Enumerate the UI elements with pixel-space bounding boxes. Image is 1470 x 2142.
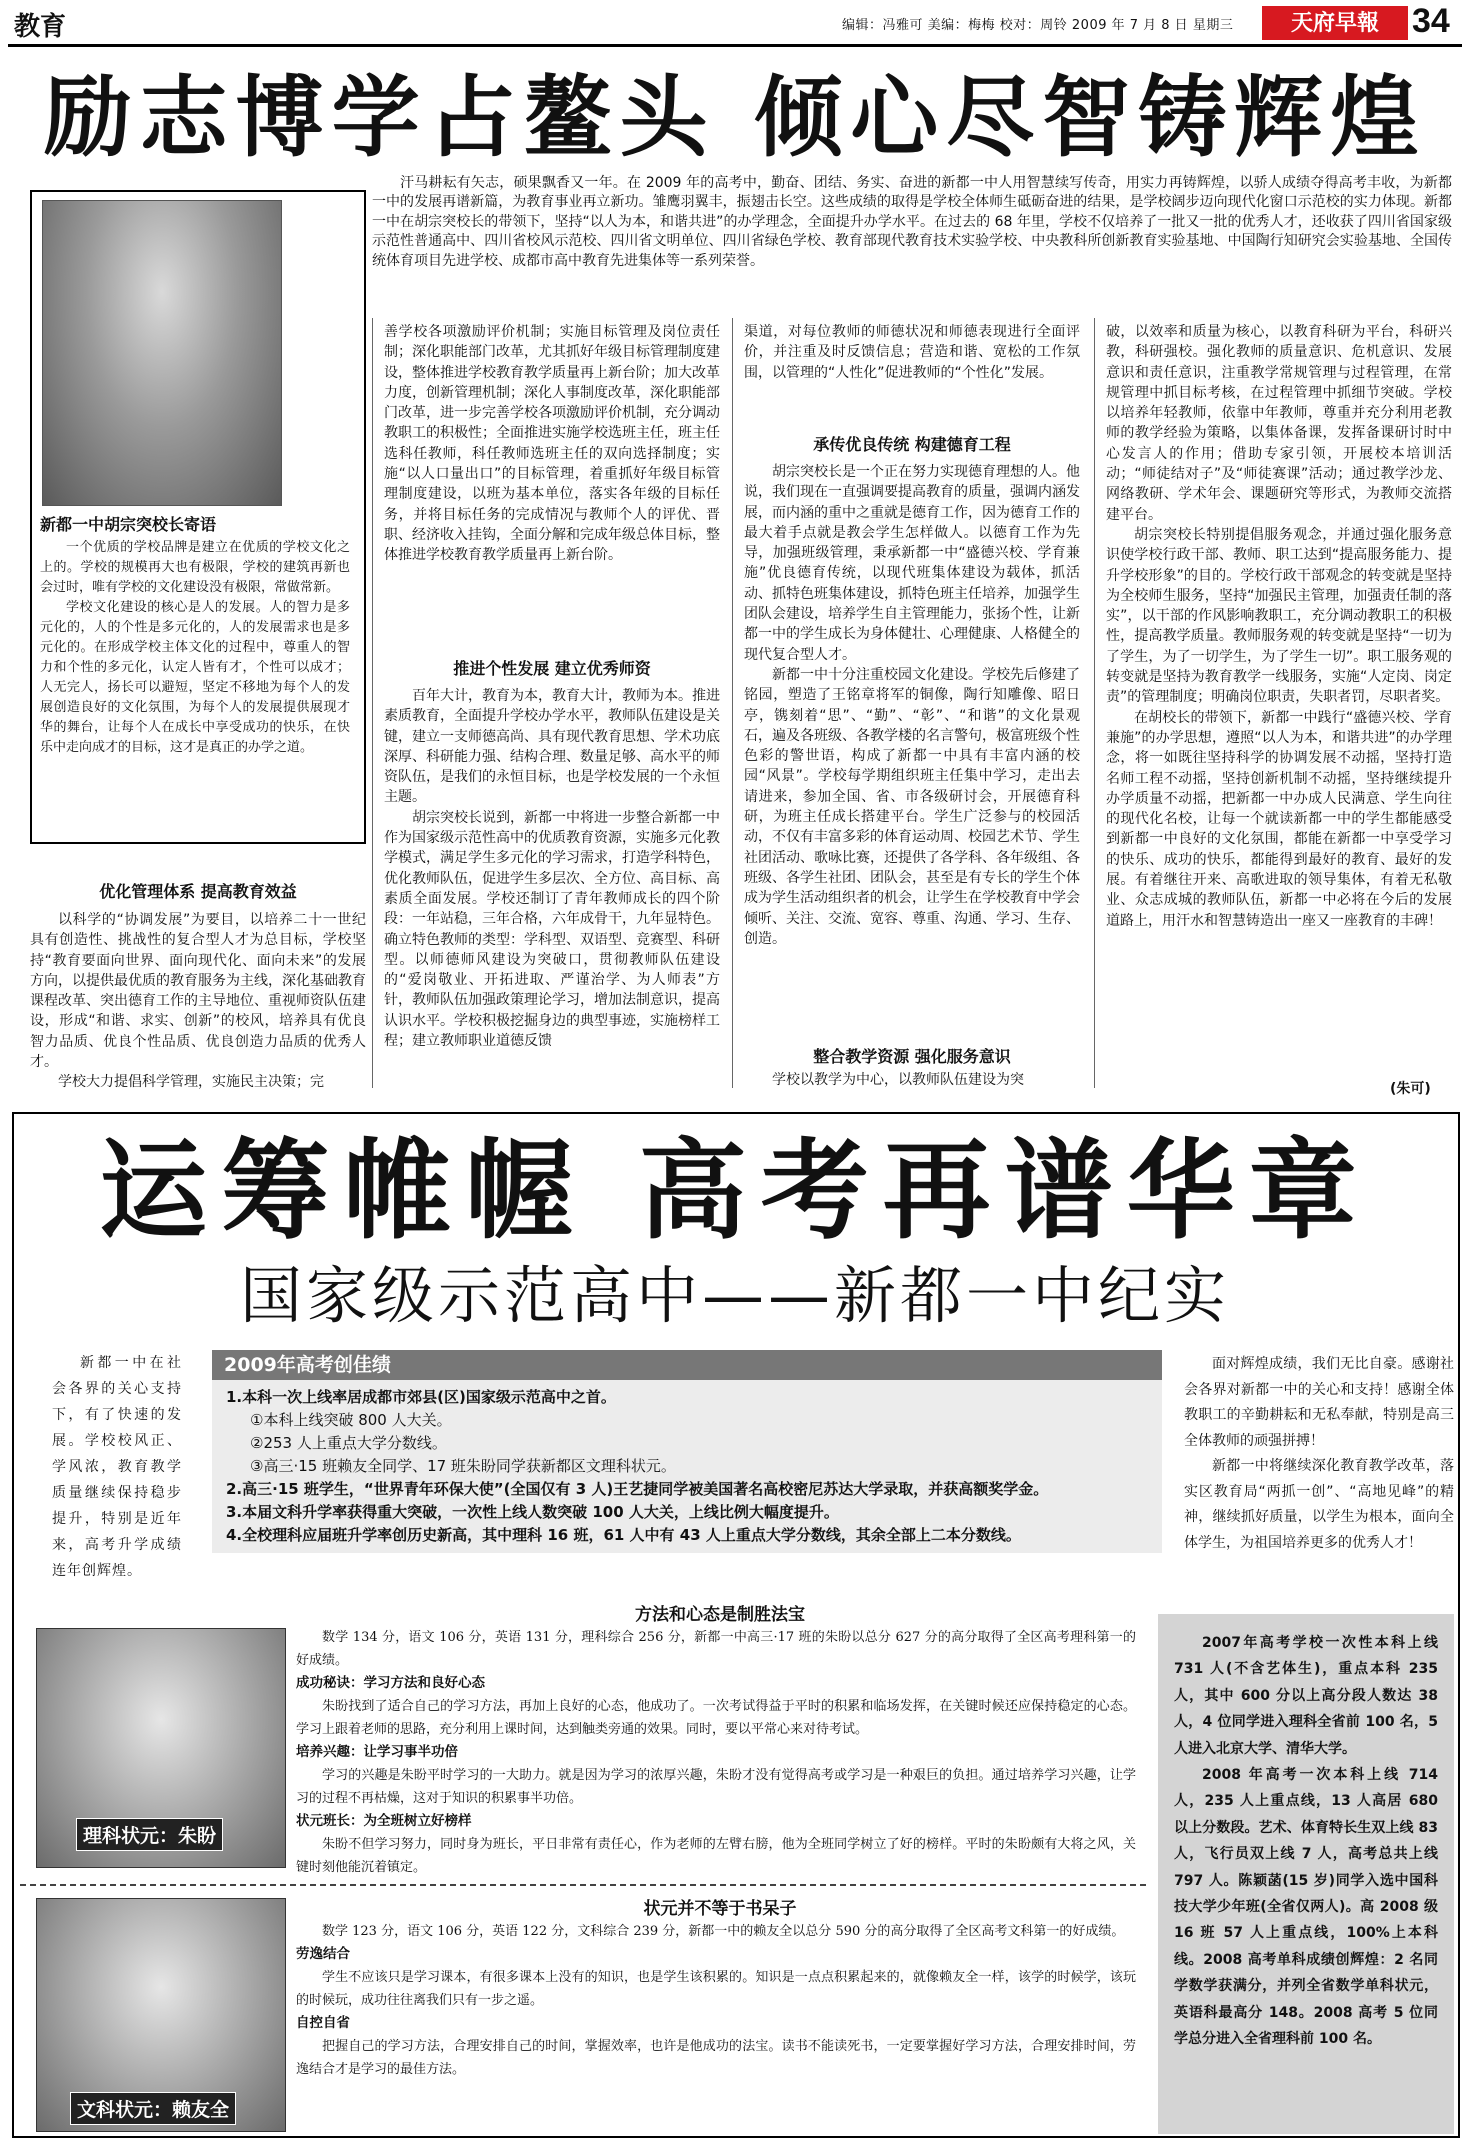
col2-para: 胡宗突校长说到，新都一中将进一步整合新都一中作为国家级示范性高中的优质教育资源，实施多元化教学模式，满足学生多元化的学习需求，打造学科特色，优化教师队伍，促进学生多层次、全方位、高目标、高素质全面发展。学校还制订了青年教师成长的四个阶段：一年站稳，三年合格，六年成骨干，九年显特色。确立特色教师的类型：学科型、双语型、竞赛型、科研型。以师德师风建设为突破口，贯彻教师队伍建设的“爱岗敬业、开拓进取、严谨治学、为人师表”方针，教师队伍加强政策理论学习，增加法制意识，提高认识水平。学校积极挖掘身边的典型事迹，实施榜样工程；建立教师职业道德反馈	[384, 809, 720, 1050]
letter-para: 学校文化建设的核心是人的发展。人的智力是多元化的，人的个性是多元化的，人的发展需求也是多元化的。在形成学校主体文化的过程中，尊重人的智力和个性的多元化，认定人皆有才，个性可以成才；人无完人，扬长可以避短，坚定不移地为每个人的发展创造良好的文化氛围，为每个人的发展提供展现才华的舞台，让每个人在成长中享受成功的快乐，在快乐中走向成才的目标，这才是真正的办学之道。	[40, 600, 350, 755]
col1-body	[30, 910, 366, 1093]
col3-para: 胡宗突校长是一个正在努力实现德育理想的人。他说，我们现在一直强调要提高教育的质量，强调内涵发展，而内涵的重中之重就是德育工作，因为德育工作的最大着手点就是教会学生怎样做人。以德育工作为先导，加强班级管理，秉承新都一中“盛德兴校、学育兼施”优良德育传统，以现代班集体建设为载体，抓活动、抓特色班集体建设，抓特色班主任培养，加强学生团队会建设，培养学生自主管理能力，张扬个性，让新都一中的学生成长为身体健壮、心理健康、人格健全的现代复合型人才。	[744, 464, 1080, 663]
col2-body-b	[384, 686, 720, 1051]
highlight-item: ③高三·15 班赖友全同学、17 班朱盼同学获新都区文理科状元。	[250, 1457, 676, 1475]
col1-subheading: 优化管理体系 提高教育效益	[99, 882, 297, 901]
highlight-item: 1.本科一次上线率居成都市郊县(区)国家级示范高中之首。	[226, 1388, 616, 1406]
feature1-headline: 励志博学占鳌头 倾心尽智铸辉煌	[43, 66, 1427, 169]
student1-text: 朱盼找到了适合自己的学习方法，再加上良好的心态，他成功了。一次考试得益于平时的积累和临场发挥，在关键时候还应保持稳定的心态。学习上跟着老师的思路，充分利用上课时间，达到触类旁通的效果。同时，要以平常心来对待考试。	[296, 1699, 1136, 1737]
section-label: 教育	[14, 12, 67, 42]
right-note-para: 新都一中将继续深化教育教学改革，落实区教育局“两抓一创”、“高地见峰”的精神，继续抓好质量，以学生为根本，面向全体学生，为祖国培养更多的优秀人才！	[1184, 1458, 1454, 1551]
principal-caption: 新都一中胡宗突校长寄语	[40, 515, 217, 534]
col3-body-a: 渠道，对每位教师的师德状况和师德表现进行全面评价，并注重及时反馈信息；营造和谐、宽松的工作氛围，以管理的“人性化”促进教师的“个性化”发展。	[744, 324, 1080, 381]
student1-text: 朱盼不但学习努力，同时身为班长，平日非常有责任心，作为老师的左臂右膀，他为全班同学树立了好的榜样。平时的朱盼颇有大将之风，关键时刻他能沉着镇定。	[296, 1837, 1136, 1875]
student1-label: 成功秘诀：学习方法和良好心态	[296, 1675, 485, 1691]
col3-subheading-1: 承传优良传统 构建德育工程	[813, 435, 1011, 454]
stats-para: 2008 年高考一次本科上线 714 人，235 人上重点线，13 人高居 680 以上分数段。艺术、体育特长生双上线 83 人，飞行员双上线 7 人，高考总共上线 797 人。陈颖菡(15 岁)同学入选中国科技大学少年班(全省仅两人)。高 2008 级 16 班 57 人上重点线，100%上本科线。2008 高考单科成绩创辉煌：2 名同学数学获满分，并列全省数学单科状元，英语科最高分 148。2008 高考 5 位同学总分进入全省理科前 100 名。	[1174, 1767, 1438, 2048]
page-number: 34	[1412, 2, 1450, 40]
byline: (朱可)	[1390, 1081, 1431, 1097]
stats-para: 2007年高考学校一次性本科上线 731 人(不含艺体生)，重点本科 235 人，其中 600 分以上高分段人数达 38 人，4 位同学进入理科全省前 100 名，5 人进入北京大学、清华大学。	[1174, 1635, 1438, 1757]
feature2-headline: 运筹帷幄 高考再谱华章	[99, 1129, 1371, 1254]
student1-caption: 理科状元：朱盼	[76, 1818, 223, 1851]
column-divider	[1094, 318, 1095, 1088]
student1-intro: 数学 134 分，语文 106 分，英语 131 分，理科综合 256 分，新都一中高三·17 班的朱盼以总分 627 分的高分取得了全区高考理科第一的好成绩。	[296, 1630, 1136, 1668]
student2-text: 学生不应该只是学习课本，有很多课本上没有的知识，也是学生该积累的。知识是一点点积累起来的，就像赖友全一样，该学的时候学，该玩的时候玩，成功往往离我们只有一步之遥。	[296, 1970, 1136, 2008]
col4-body	[1106, 322, 1452, 931]
col3-body-c	[744, 1070, 1080, 1090]
right-note-para: 面对辉煌成绩，我们无比自豪。感谢社会各界对新都一中的关心和支持！感谢全体教职工的辛勤耕耘和无私奉献，特别是高三全体教师的顽强拼搏！	[1184, 1356, 1454, 1449]
student1-text: 学习的兴趣是朱盼平时学习的一大助力。就是因为学习的浓厚兴趣，朱盼才没有觉得高考或学习是一种艰巨的负担。通过培养学习兴趣，让学习的过程不再枯燥，这对于知识的积累事半功倍。	[296, 1768, 1136, 1806]
col3-subheading-2: 整合教学资源 强化服务意识	[813, 1047, 1011, 1066]
student1-title: 方法和心态是制胜法宝	[635, 1605, 805, 1625]
student2-label: 劳逸结合	[296, 1946, 350, 1962]
col3-para: 学校以教学为中心，以教师队伍建设为突	[772, 1072, 1024, 1088]
page-meta: 编辑：冯雅可 美编：梅梅 校对：周铃 2009 年 7 月 8 日 星期三	[842, 18, 1234, 33]
col1-para: 学校大力提倡科学管理，实施民主决策；完	[58, 1074, 324, 1091]
col4-para: 在胡校长的带领下，新都一中践行“盛德兴校、学育兼施”的办学思想，遵照“以人为本，和谐共进”的办学理念，将一如既往坚持科学的协调发展不动摇，坚持打造名师工程不动摇，坚持创新机制不动摇，坚持继续提升办学质量不动摇，把新都一中办成人民满意、学生向往的现代化名校，让每一个就读新都一中的学生都能感受到新都一中良好的文化氛围，都能在新都一中享受学习的快乐、成功的快乐，都能得到最好的教育、最好的发展。有着继往开来、高歌进取的领导集体，有着无私敬业、众志成城的教师队伍，新都一中必将在今后的发展道路上，用汗水和智慧铸造出一座又一座教育的丰碑！	[1106, 709, 1452, 929]
header-rule	[8, 44, 1462, 47]
highlight-item: ①本科上线突破 800 人大关。	[250, 1411, 452, 1429]
student2-title: 状元并不等于书呆子	[643, 1899, 797, 1919]
highlight-item: 4.全校理科应届班升学率创历史新高，其中理科 16 班，61 人中有 43 人上重点大学分数线，其余全部上二本分数线。	[226, 1526, 1021, 1544]
highlights-box	[212, 1380, 1162, 1553]
feature2-left-note: 新都一中在社会各界的关心支持下，有了快速的发展。学校校风正、学风浓，教育教学质量继续保持稳步提升，特别是近年来，高考升学成绩连年创辉煌。	[52, 1355, 182, 1579]
col3-para: 新都一中十分注重校园文化建设。学校先后修建了铭园，塑造了王铭章将军的铜像，陶行知雕像、昭日亭，镌刻着“思”、“勤”、“彰”、“和谐”的文化景观石，遍及各班级、各教学楼的名言警句，极富班级个性色彩的警世语，构成了新都一中具有丰富内涵的校园“风景”。学校每学期组织班主任集中学习，走出去请进来，参加全国、省、市各级研讨会，开展德育科研，为班主任成长搭建平台。学生广泛参与的校园活动，不仅有丰富多彩的体育运动周、校园艺术节、学生社团活动、歌咏比赛，还提供了各学科、各年级组、各班级、各学生社团、团队会，甚至是有专长的学生个体成为学生活动组织者的机会，让学生在学校教育中学会倾听、关注、交流、宽容、尊重、沟通、学习、生存、创造。	[744, 666, 1080, 947]
letter-para: 一个优质的学校品牌是建立在优质的学校文化之上的。学校的规模再大也有极限，学校的建筑再新也会过时，唯有学校的文化建设没有极限，常做常新。	[40, 540, 350, 595]
col2-para: 百年大计，教育为本，教育大计，教师为本。推进素质教育，全面提升学校办学水平，教师队伍建设是关键，建立一支师德高尚、具有现代教育思想、学术功底深厚、科研能力强、结构合理、数量足够、高水平的师资队伍，是我们的永恒目标，也是学校发展的一个永恒主题。	[384, 688, 720, 806]
student2-intro: 数学 123 分，语文 106 分，英语 122 分，文科综合 239 分，新都一中的赖友全以总分 590 分的高分取得了全区高考文科第一的好成绩。	[322, 1924, 1125, 1939]
col4-para: 破，以效率和质量为核心，以教育科研为平台，科研兴教，科研强校。强化教师的质量意识、危机意识、发展意识和责任意识，注重教学常规管理与过程管理，在常规管理中抓目标考核，在过程管理中抓细节突破。学校以培养年轻教师，依靠中年教师，尊重并充分利用老教师的教学经验为策略，以集体备课，发挥备课研讨时中心发言人的作用；借助专家引领，开展校本培训活动；“师徒结对子”及“师徒赛课”活动；通过教学沙龙、网络教研、学术年会、课题研究等形式，为教师交流搭建平台。	[1106, 324, 1452, 523]
student1-body	[296, 1626, 1136, 1879]
highlight-item: 3.本届文科升学率获得重大突破，一次性上线人数突破 100 人大关，上线比例大幅度提升。	[226, 1503, 839, 1521]
student1-label: 培养兴趣：让学习事半功倍	[296, 1744, 458, 1760]
newspaper-logo: 天府早報	[1262, 6, 1408, 40]
highlights-title: 2009年高考创佳绩	[212, 1350, 1162, 1380]
student-divider	[20, 1884, 1146, 1886]
student2-text: 把握自己的学习方法，合理安排自己的时间，掌握效率，也许是他成功的法宝。读书不能读死书，一定要掌握好学习方法，合理安排时间，劳逸结合才是学习的最佳方法。	[296, 2039, 1136, 2077]
col3-body-b	[744, 462, 1080, 949]
col1-para: 以科学的“协调发展”为要目，以培养二十一世纪具有创造性、挑战性的复合型人才为总目标，学校坚持“教育要面向世界、面向现代化、面向未来”的发展方向，以提供最优质的教育服务为主线，深化基础教育课程改革、突出德育工作的主导地位、重视师资队伍建设，形成“和谐、求实、创新”的校风，培养具有优良智力品质、优良个性品质、优良创造力品质的优秀人才。	[30, 912, 366, 1071]
col2-body-a: 善学校各项激励评价机制；实施目标管理及岗位责任制；深化职能部门改革，尤其抓好年级目标管理制度建设，整体推进学校教育教学质量再上新台阶；加大改革力度，创新管理机制；深化人事制度改革，深化职能部门改革，进一步完善学校各项激励评价机制，充分调动教职工的积极性；全面推进实施学校选班主任，班主任选科任教师，科任教师选班主任的双向选择制度；实施“以人口量出口”的目标管理，着重抓好年级目标管理制度建设，以班为基本单位，落实各年级的目标任务，并将目标任务的完成情况与教师个人的评优、晋职、经济收入挂钩，全面分解和完成年级总体目标，整体推进学校教育教学质量再上新台阶。	[384, 324, 720, 564]
feature2-right-note	[1184, 1352, 1454, 1556]
column-divider	[732, 318, 733, 1088]
col4-para: 胡宗突校长特别提倡服务观念，并通过强化服务意识使学校行政干部、教师、职工达到“提高服务能力、提升学校形象”的目的。学校行政干部观念的转变就是坚持为全校师生服务，坚持“加强民主管理，加强责任制的落实”，以干部的作风影响教职工，充分调动教职工的积极性，提高教学质量。教师服务观的转变就是坚持“一切为了学生，为了一切学生，为了学生一切”。职工服务观的转变就是坚持为教育教学一线服务，实施“人定岗、岗定责”的管理制度；明确岗位职责，失职者罚，尽职者奖。	[1106, 526, 1452, 706]
principal-letter	[40, 538, 350, 758]
highlight-item: 2.高三·15 班学生，“世界青年环保大使”(全国仅有 3 人)王艺捷同学被美国著名高校密尼苏达大学录取，并获高额奖学金。	[226, 1480, 1049, 1498]
stats-box	[1158, 1614, 1454, 2134]
feature2-subheadline: 国家级示范高中——新都一中纪实	[239, 1259, 1230, 1332]
column-divider	[372, 318, 373, 1088]
student2-body	[296, 1920, 1136, 2081]
student2-label: 自控自省	[296, 2015, 350, 2031]
highlight-item: ②253 人上重点大学分数线。	[250, 1434, 447, 1452]
col2-subheading: 推进个性发展 建立优秀师资	[453, 659, 651, 678]
student2-caption: 文科状元：赖友全	[70, 2092, 236, 2125]
principal-photo	[42, 200, 282, 506]
feature1-intro: 汗马耕耘有矢志，硕果飘香又一年。在 2009 年的高考中，勤奋、团结、务实、奋进的新都一中人用智慧续写传奇，用实力再铸辉煌，以骄人成绩夺得高考丰收，为新都一中的发展再谱新篇，为教育事业再立新功。雏鹰羽翼丰，振翅击长空。这些成绩的取得是学校全体师生砥砺奋进的结果，是学校阔步迈向现代化窗口示范校的实力体现。新都一中在胡宗突校长的带领下，坚持“以人为本，和谐共进”的办学理念，全面提升办学水平。在过去的 68 年里，学校不仅培养了一批又一批的优秀人才，还收获了四川省国家级示范性普通高中、四川省校风示范校、四川省文明单位、四川省绿色学校、教育部现代教育技术实验学校、中央教科所创新教育实验基地、中国陶行知研究会实验基地、全国传统体育项目先进学校、成都市高中教育先进集体等一系列荣誉。	[372, 175, 1452, 269]
student1-label: 状元班长：为全班树立好榜样	[296, 1813, 472, 1829]
